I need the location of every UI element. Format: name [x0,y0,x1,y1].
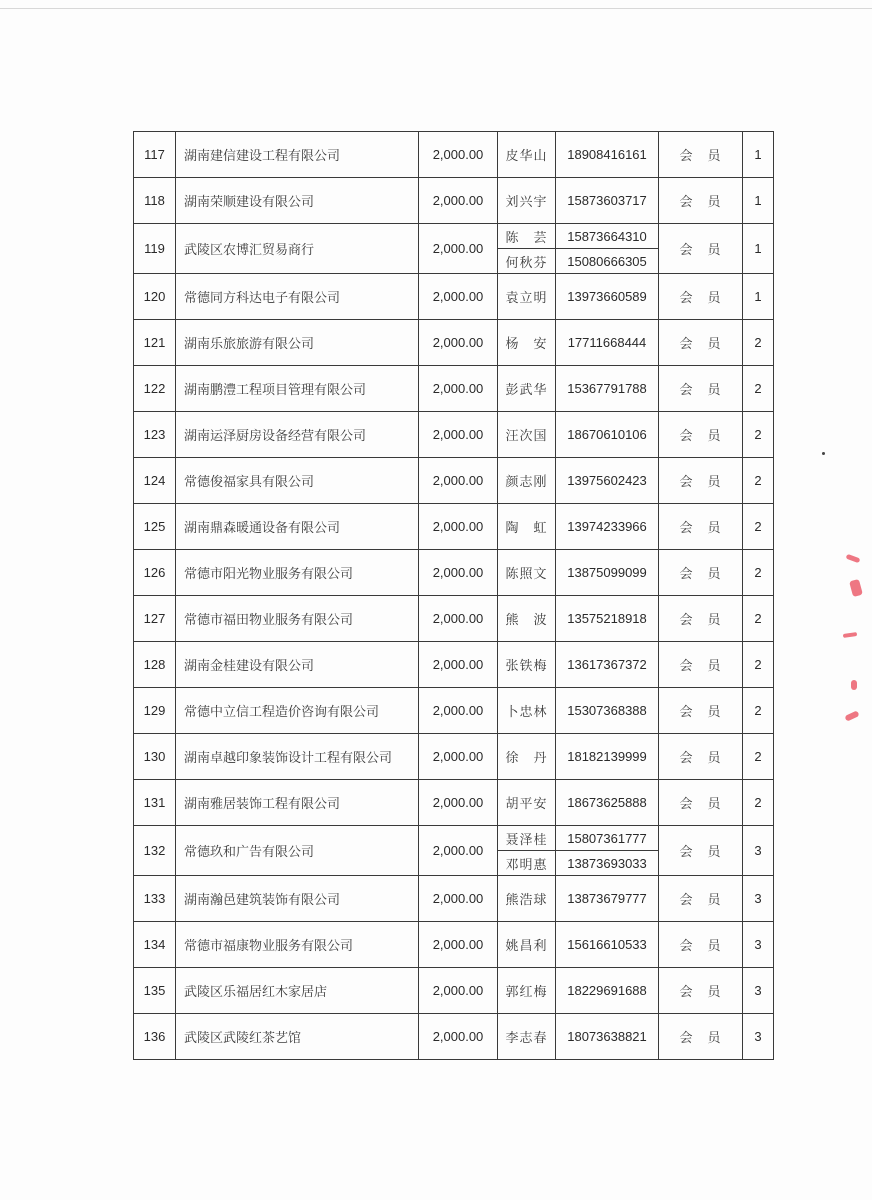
amount: 2,000.00 [419,178,498,224]
contact-person: 熊浩球 [498,876,556,922]
contact-person: 熊 波 [498,596,556,642]
member-role: 会 员 [659,596,743,642]
contact-phone: 13875099099 [556,550,659,596]
member-role: 会 员 [659,458,743,504]
row-number: 127 [134,596,176,642]
group-number: 2 [743,504,774,550]
row-number: 126 [134,550,176,596]
row-number: 123 [134,412,176,458]
contact-person: 彭武华 [498,366,556,412]
row-number: 120 [134,274,176,320]
contact-person: 陈照文 [498,550,556,596]
company-name: 湖南雅居装饰工程有限公司 [176,780,419,826]
contact-person: 胡平安 [498,780,556,826]
contact-phone: 18670610106 [556,412,659,458]
table-row [134,596,774,642]
company-name: 常德市福田物业服务有限公司 [176,596,419,642]
company-name: 武陵区武陵红茶艺馆 [176,1014,419,1060]
contact-person: 郭红梅 [498,968,556,1014]
contact-person: 李志春 [498,1014,556,1060]
amount: 2,000.00 [419,458,498,504]
contact-phone: 13873679777 [556,876,659,922]
table-row [134,1014,774,1060]
company-name: 常德俊福家具有限公司 [176,458,419,504]
amount: 2,000.00 [419,968,498,1014]
contact-phone: 15080666305 [556,249,659,274]
group-number: 2 [743,642,774,688]
member-role: 会 员 [659,224,743,274]
row-number: 124 [134,458,176,504]
member-role: 会 员 [659,642,743,688]
amount: 2,000.00 [419,596,498,642]
member-table [133,131,774,1060]
contact-phone: 15616610533 [556,922,659,968]
seal-fragment [851,680,857,690]
row-number: 131 [134,780,176,826]
amount: 2,000.00 [419,780,498,826]
table-row [134,642,774,688]
member-role: 会 员 [659,320,743,366]
contact-person: 徐 丹 [498,734,556,780]
scan-top-edge [0,8,872,9]
company-name: 湖南乐旅旅游有限公司 [176,320,419,366]
contact-person: 邓明惠 [498,851,556,876]
contact-phone: 18182139999 [556,734,659,780]
member-role: 会 员 [659,688,743,734]
company-name: 常德市阳光物业服务有限公司 [176,550,419,596]
group-number: 3 [743,1014,774,1060]
amount: 2,000.00 [419,550,498,596]
group-number: 2 [743,458,774,504]
amount: 2,000.00 [419,132,498,178]
group-number: 2 [743,734,774,780]
row-number: 128 [134,642,176,688]
table-row [134,876,774,922]
table-row [134,734,774,780]
contact-person: 姚昌利 [498,922,556,968]
row-number: 130 [134,734,176,780]
contact-person: 陶 虹 [498,504,556,550]
group-number: 2 [743,688,774,734]
group-number: 1 [743,224,774,274]
group-number: 2 [743,366,774,412]
member-role: 会 员 [659,366,743,412]
contact-phone: 13974233966 [556,504,659,550]
row-number: 133 [134,876,176,922]
company-name: 武陵区农博汇贸易商行 [176,224,419,274]
amount: 2,000.00 [419,274,498,320]
amount: 2,000.00 [419,688,498,734]
group-number: 2 [743,780,774,826]
contact-phone: 13575218918 [556,596,659,642]
contact-phone: 15307368388 [556,688,659,734]
company-name: 常德中立信工程造价咨询有限公司 [176,688,419,734]
amount: 2,000.00 [419,642,498,688]
group-number: 3 [743,968,774,1014]
contact-person: 张铁梅 [498,642,556,688]
amount: 2,000.00 [419,504,498,550]
member-role: 会 员 [659,178,743,224]
amount: 2,000.00 [419,876,498,922]
contact-person: 颜志刚 [498,458,556,504]
table-row [134,550,774,596]
contact-phone: 17711668444 [556,320,659,366]
group-number: 2 [743,596,774,642]
company-name: 常德玖和广告有限公司 [176,826,419,876]
member-role: 会 员 [659,780,743,826]
member-role: 会 员 [659,274,743,320]
contact-person: 卜忠林 [498,688,556,734]
row-number: 136 [134,1014,176,1060]
contact-phone: 18073638821 [556,1014,659,1060]
scan-speck [822,452,825,455]
amount: 2,000.00 [419,922,498,968]
contact-phone: 13975602423 [556,458,659,504]
row-number: 121 [134,320,176,366]
row-number: 135 [134,968,176,1014]
contact-person: 刘兴宇 [498,178,556,224]
amount: 2,000.00 [419,412,498,458]
row-number: 118 [134,178,176,224]
member-role: 会 员 [659,412,743,458]
table-row [134,178,774,224]
contact-phone: 18908416161 [556,132,659,178]
contact-phone: 15807361777 [556,826,659,851]
company-name: 湖南金桂建设有限公司 [176,642,419,688]
group-number: 2 [743,320,774,366]
table-row [134,458,774,504]
row-number: 134 [134,922,176,968]
group-number: 2 [743,550,774,596]
amount: 2,000.00 [419,320,498,366]
group-number: 1 [743,274,774,320]
contact-person: 杨 安 [498,320,556,366]
row-number: 122 [134,366,176,412]
table-row [134,688,774,734]
contact-phone: 13617367372 [556,642,659,688]
member-role: 会 员 [659,504,743,550]
company-name: 武陵区乐福居红木家居店 [176,968,419,1014]
table-row [134,412,774,458]
table-row [134,922,774,968]
row-number: 117 [134,132,176,178]
table-row [134,224,774,249]
group-number: 3 [743,876,774,922]
table-row [134,320,774,366]
table-row [134,780,774,826]
row-number: 125 [134,504,176,550]
row-number: 132 [134,826,176,876]
table-row [134,968,774,1014]
table-row [134,504,774,550]
member-role: 会 员 [659,1014,743,1060]
company-name: 湖南荣顺建设有限公司 [176,178,419,224]
contact-person: 陈 芸 [498,224,556,249]
member-role: 会 员 [659,922,743,968]
member-role: 会 员 [659,550,743,596]
member-role: 会 员 [659,734,743,780]
amount: 2,000.00 [419,224,498,274]
contact-phone: 13973660589 [556,274,659,320]
row-number: 129 [134,688,176,734]
group-number: 3 [743,826,774,876]
group-number: 2 [743,412,774,458]
contact-phone: 15367791788 [556,366,659,412]
company-name: 常德市福康物业服务有限公司 [176,922,419,968]
amount: 2,000.00 [419,1014,498,1060]
table-row [134,826,774,851]
contact-person: 皮华山 [498,132,556,178]
group-number: 1 [743,178,774,224]
company-name: 湖南卓越印象装饰设计工程有限公司 [176,734,419,780]
contact-phone: 15873603717 [556,178,659,224]
company-name: 湖南鹏澧工程项目管理有限公司 [176,366,419,412]
member-table-body [134,132,774,1060]
row-number: 119 [134,224,176,274]
table-row [134,132,774,178]
company-name: 常德同方科达电子有限公司 [176,274,419,320]
group-number: 3 [743,922,774,968]
member-role: 会 员 [659,826,743,876]
contact-phone: 18673625888 [556,780,659,826]
company-name: 湖南建信建设工程有限公司 [176,132,419,178]
company-name: 湖南瀚邑建筑装饰有限公司 [176,876,419,922]
contact-phone: 18229691688 [556,968,659,1014]
contact-phone: 15873664310 [556,224,659,249]
contact-person: 聂泽桂 [498,826,556,851]
amount: 2,000.00 [419,826,498,876]
table-row [134,274,774,320]
company-name: 湖南鼎森暖通设备有限公司 [176,504,419,550]
company-name: 湖南运泽厨房设备经营有限公司 [176,412,419,458]
contact-person: 何秋芬 [498,249,556,274]
member-role: 会 员 [659,876,743,922]
contact-person: 汪次国 [498,412,556,458]
table-row [134,366,774,412]
member-role: 会 员 [659,132,743,178]
amount: 2,000.00 [419,366,498,412]
contact-phone: 13873693033 [556,851,659,876]
amount: 2,000.00 [419,734,498,780]
contact-person: 袁立明 [498,274,556,320]
group-number: 1 [743,132,774,178]
member-role: 会 员 [659,968,743,1014]
